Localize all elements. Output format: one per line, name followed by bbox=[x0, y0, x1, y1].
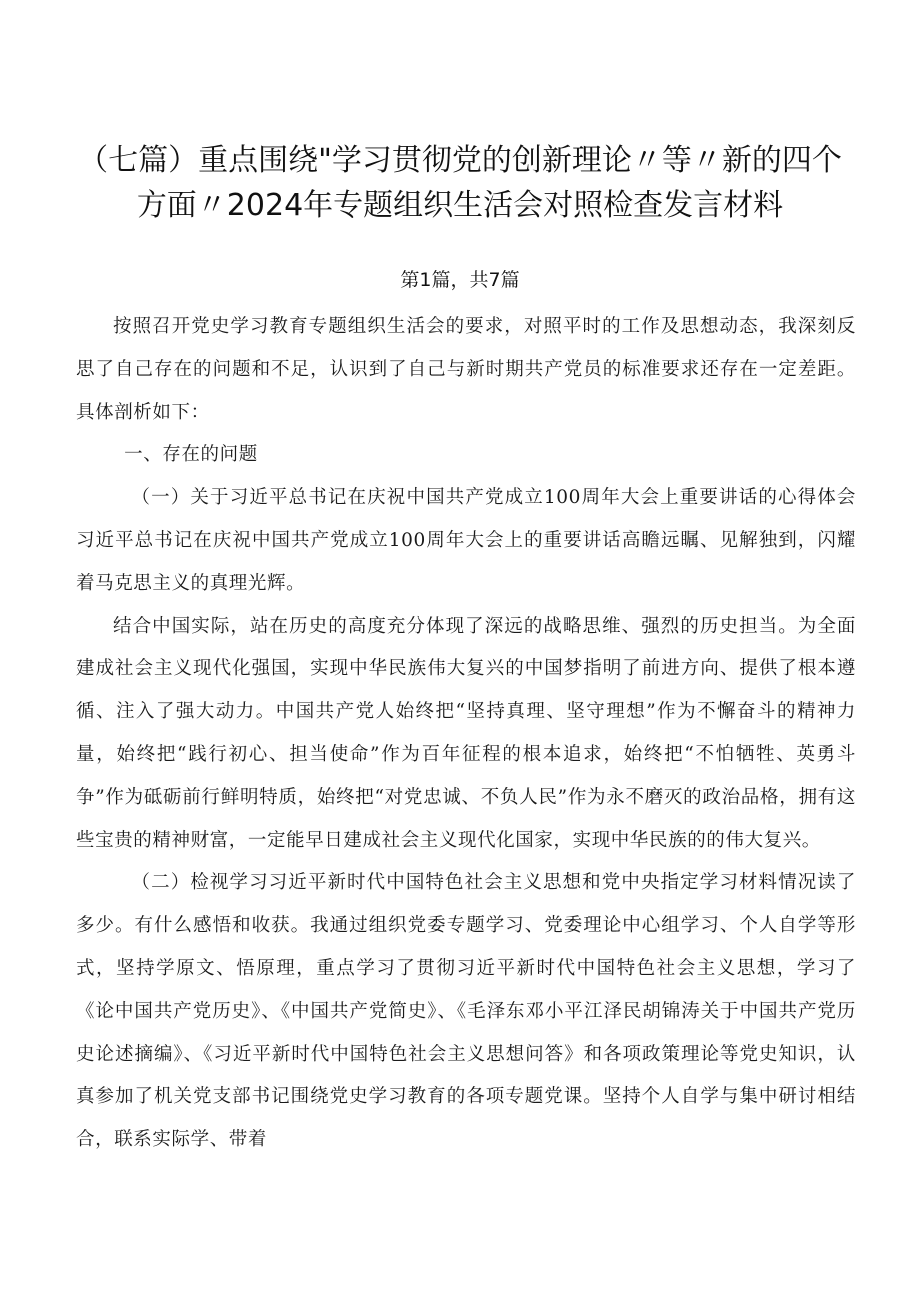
document-title: （七篇）重点围绕"学习贯彻党的创新理论〃等〃新的四个方面〃2024年专题组织生活会对照检查发言材料 bbox=[78, 143, 842, 224]
subsection-paragraph: （二）检视学习习近平新时代中国特色社会主义思想和党中央指定学习材料情况读了多少。有什么感悟和收获。我通过组织党委专题学习、党委理论中心组学习、个人自学等形式，坚持学原文、悟原理，重点学习了贯彻习近平新时代中国特色社会主义思想，学习了《论中国共产党历史》、《中国共产党简史》、《毛泽东邓小平江泽民胡锦涛关于中国共产党历史论述摘编》、《习近平新时代中国特色社会主义思想问答》和各项政策理论等党史知识，认真参加了机关党支部书记围绕党史学习教育的各项专题党课。坚持个人自学与集中研讨相结合，联系实际学、带着 bbox=[76, 872, 856, 1151]
intro-paragraph: 按照召开党史学习教育专题组织生活会的要求，对照平时的工作及思想动态，我深刻反思了自己存在的问题和不足，认识到了自己与新时期共产党员的标准要求还存在一定差距。具体剖析如下： bbox=[76, 316, 856, 423]
body-paragraph: 结合中国实际，站在历史的高度充分体现了深远的战略思维、强烈的历史担当。为全面建成社会主义现代化强国，实现中华民族伟大复兴的中国梦指明了前进方向、提供了根本遵循、注入了强大动力。中国共产党人始终把“坚持真理、坚守理想”作为不懈奋斗的精神力量，始终把“践行初心、担当使命”作为百年征程的根本追求，始终把“不怕牺牲、英勇斗争”作为砥砺前行鲜明特质，始终把“对党忠诚、不负人民”作为永不磨灭的政治品格，拥有这些宝贵的精神财富，一定能早日建成社会主义现代化国家，实现中华民族的的伟大复兴。 bbox=[76, 615, 856, 851]
part-label: 第1篇，共7篇 bbox=[400, 269, 520, 291]
section-heading: 一、存在的问题 bbox=[124, 444, 258, 466]
subsection-paragraph: （一）关于习近平总书记在庆祝中国共产党成立100周年大会上重要讲话的心得体会习近平总书记在庆祝中国共产党成立100周年大会上的重要讲话高瞻远瞩、见解独到，闪耀着马克思主义的真理光辉。 bbox=[76, 487, 856, 594]
document-body bbox=[76, 306, 856, 1162]
